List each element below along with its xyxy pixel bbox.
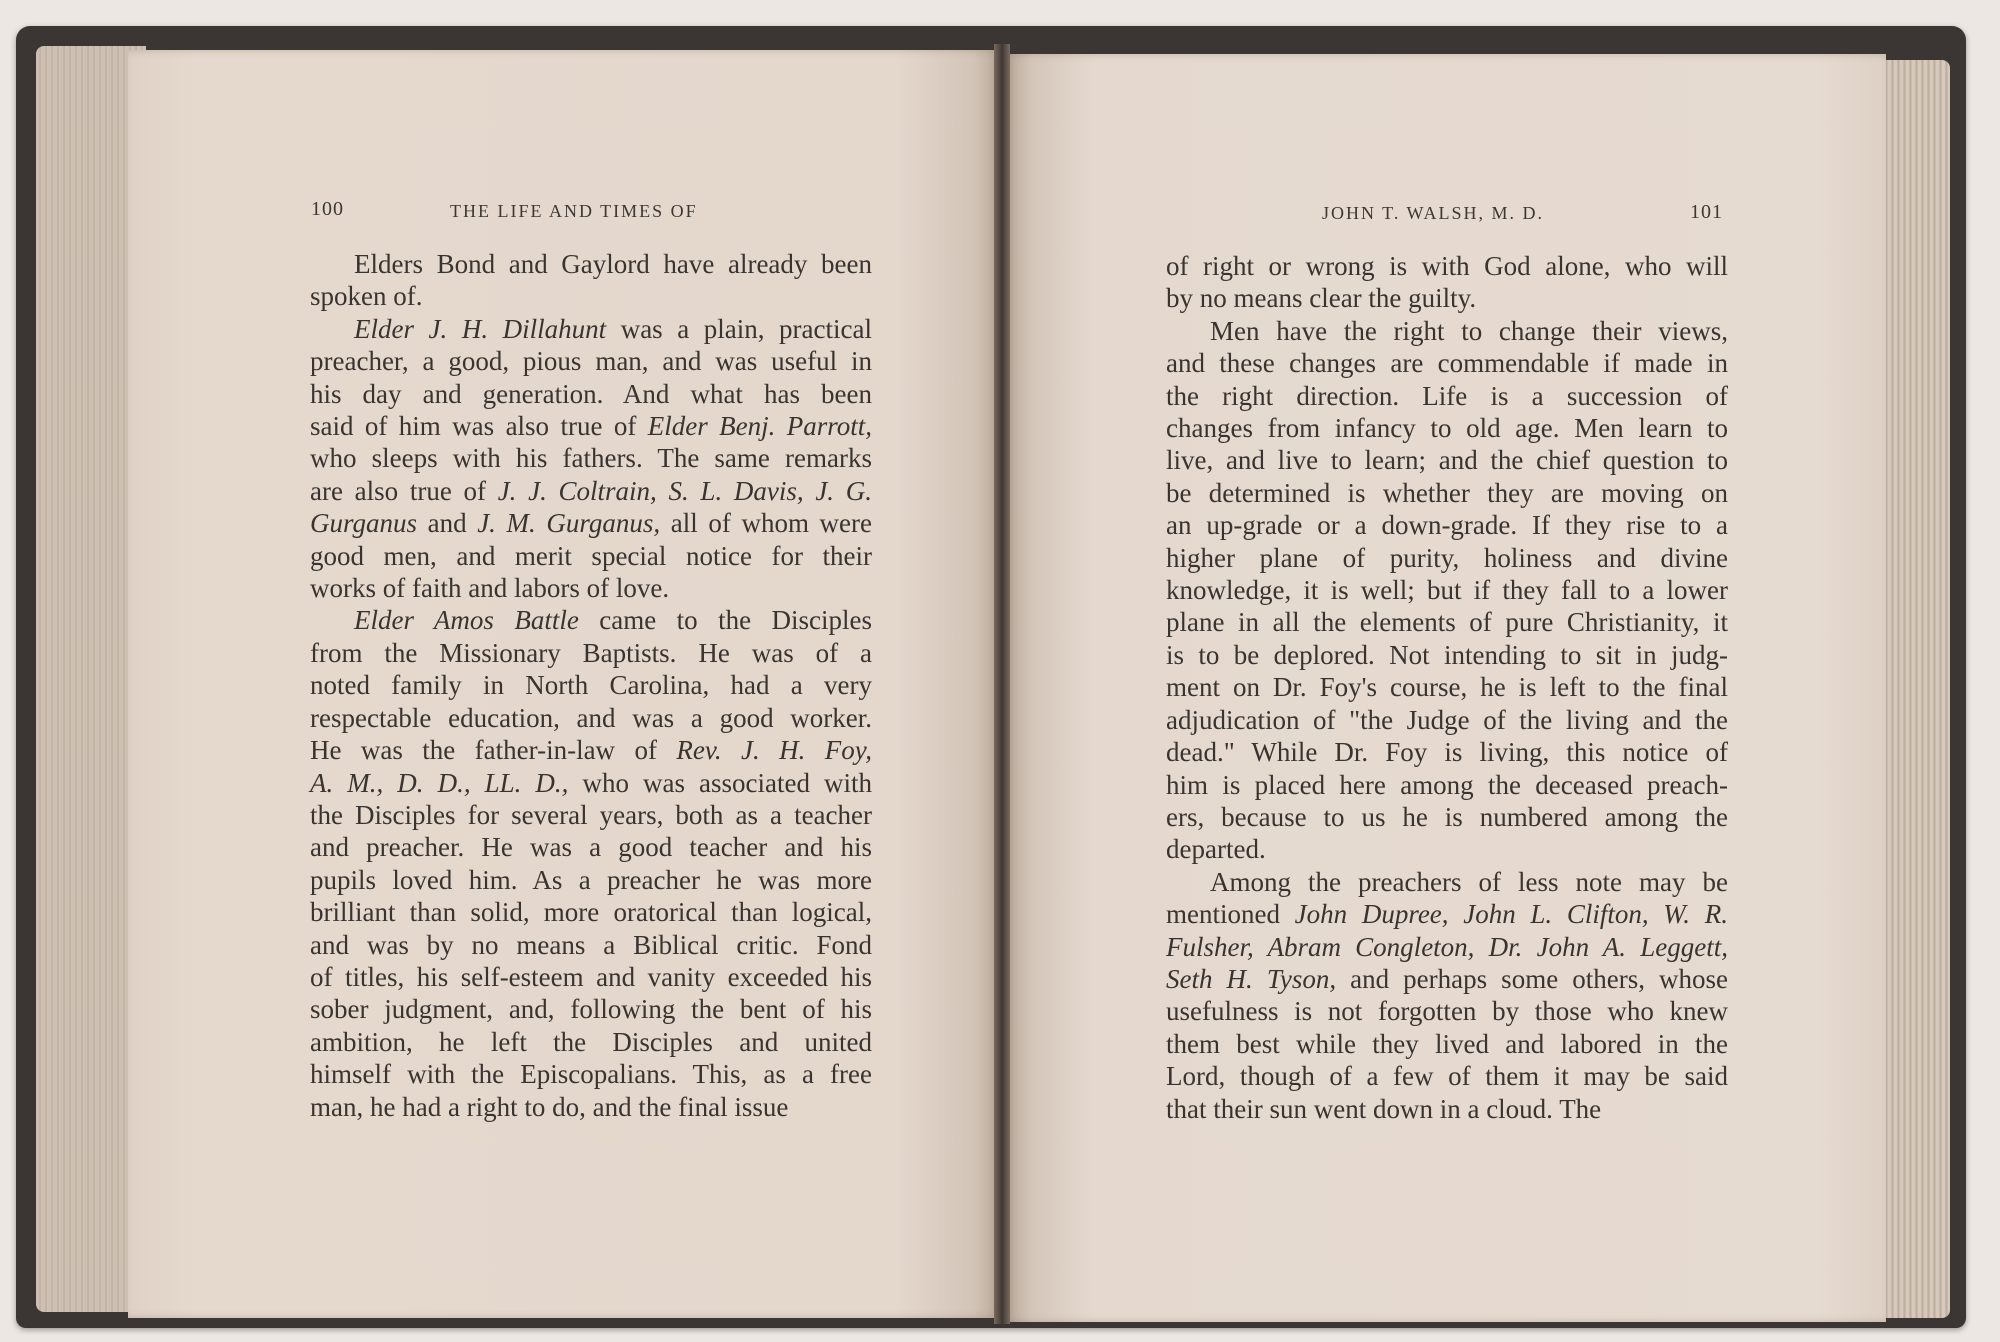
right-running-head: JOHN T. WALSH, M. D. [1322, 203, 1545, 223]
right-page-line: changes from infancy to old age. Men learn to [1166, 413, 1728, 444]
left-page-line: and was by no means a Biblical critic. Fond [310, 929, 872, 960]
left-page-line: who sleeps with his fathers. The same remarks [310, 443, 872, 474]
right-page-line: of right or wrong is with God alone, who will [1166, 251, 1728, 281]
right-page-line: higher plane of purity, holiness and divine [1166, 542, 1728, 573]
left-page-line: Elder Amos Battle came to the Disciples [354, 605, 872, 636]
right-page-line: mentioned John Dupree, John L. Clifton, W. R. [1166, 899, 1728, 930]
right-page-line: dead." While Dr. Foy is living, this notice of [1166, 737, 1728, 768]
left-page-line: himself with the Episcopalians. This, as a free [310, 1059, 872, 1090]
left-page-line: noted family in North Carolina, had a very [310, 670, 872, 701]
right-page-line: live, and live to learn; and the chief question to [1166, 445, 1728, 476]
right-page-number: 101 [1690, 201, 1723, 223]
left-page-line: sober judgment, and, following the bent of his [310, 994, 872, 1025]
right-page-line: adjudication of "the Judge of the living and the [1166, 704, 1728, 735]
right-page-line: plane in all the elements of pure Christianity, it [1166, 607, 1728, 638]
left-page-line: good men, and merit special notice for their [310, 540, 872, 571]
left-page-line: the Disciples for several years, both as a teacher [310, 799, 872, 830]
left-page-line: respectable education, and was a good worker. [310, 702, 872, 733]
right-page-line: and these changes are commendable if made in [1166, 348, 1728, 379]
right-page-line: Men have the right to change their views, [1210, 315, 1728, 346]
right-page-line: them best while they lived and labored in the [1166, 1028, 1728, 1059]
left-page-line: Gurganus and J. M. Gurganus, all of whom were [310, 508, 872, 539]
right-page-line: ers, because to us he is numbered among the [1166, 801, 1728, 832]
right-page-line: is to be deplored. Not intending to sit in judg- [1166, 639, 1728, 670]
right-page-line: Among the preachers of less note may be [1210, 866, 1728, 897]
right-page-line: Lord, though of a few of them it may be said [1166, 1061, 1728, 1092]
right-page-body [1166, 250, 1728, 1125]
left-page-body [310, 248, 872, 1123]
left-page-number: 100 [311, 198, 344, 220]
left-page-line: Elders Bond and Gaylord have already been [354, 249, 872, 279]
right-page-line: knowledge, it is well; but if they fall to a lower [1166, 575, 1728, 606]
left-page-line: from the Missionary Baptists. He was of a [310, 637, 872, 668]
right-page-line: be determined is whether they are moving on [1166, 477, 1728, 508]
right-page-line: usefulness is not forgotten by those who knew [1166, 996, 1728, 1027]
left-page-line: and preacher. He was a good teacher and his [310, 832, 872, 863]
left-page-line: spoken of. [310, 281, 423, 312]
left-page-line: He was the father-in-law of Rev. J. H. Foy, [310, 735, 872, 766]
right-page-line: by no means clear the guilty. [1166, 283, 1477, 314]
left-page-line: pupils loved him. As a preacher he was more [310, 864, 872, 895]
right-page-line: him is placed here among the deceased preach- [1166, 769, 1728, 800]
left-running-head: THE LIFE AND TIMES OF [450, 201, 698, 221]
left-page-line: ambition, he left the Disciples and united [310, 1026, 872, 1057]
left-page-line: are also true of J. J. Coltrain, S. L. Davis, J. G. [310, 475, 872, 506]
left-page-line: of titles, his self-esteem and vanity exceeded his [310, 961, 872, 992]
left-page-line: Elder J. H. Dillahunt was a plain, practical [354, 313, 872, 344]
right-page-line: ment on Dr. Foy's course, he is left to the final [1166, 672, 1728, 703]
right-page-line: Seth H. Tyson, and perhaps some others, whose [1166, 963, 1728, 994]
left-page-line: his day and generation. And what has been [310, 378, 872, 409]
right-page-line: an up-grade or a down-grade. If they rise to a [1166, 510, 1728, 541]
left-page-line: said of him was also true of Elder Benj. Parrott, [310, 411, 873, 442]
left-page-line: preacher, a good, pious man, and was useful in [310, 346, 872, 377]
left-page-line: brilliant than solid, more oratorical than logical, [310, 897, 872, 928]
right-page-line: departed. [1166, 834, 1266, 865]
right-page-line: that their sun went down in a cloud. The [1166, 1093, 1602, 1124]
left-page-line: A. M., D. D., LL. D., who was associated with [310, 767, 872, 798]
right-page-line: Fulsher, Abram Congleton, Dr. John A. Leggett, [1166, 931, 1728, 962]
left-page-line: man, he had a right to do, and the final issue [310, 1091, 789, 1122]
left-page-line: works of faith and labors of love. [310, 573, 670, 604]
book-gutter [994, 44, 1010, 1324]
right-page-line: the right direction. Life is a succession of [1166, 380, 1728, 411]
